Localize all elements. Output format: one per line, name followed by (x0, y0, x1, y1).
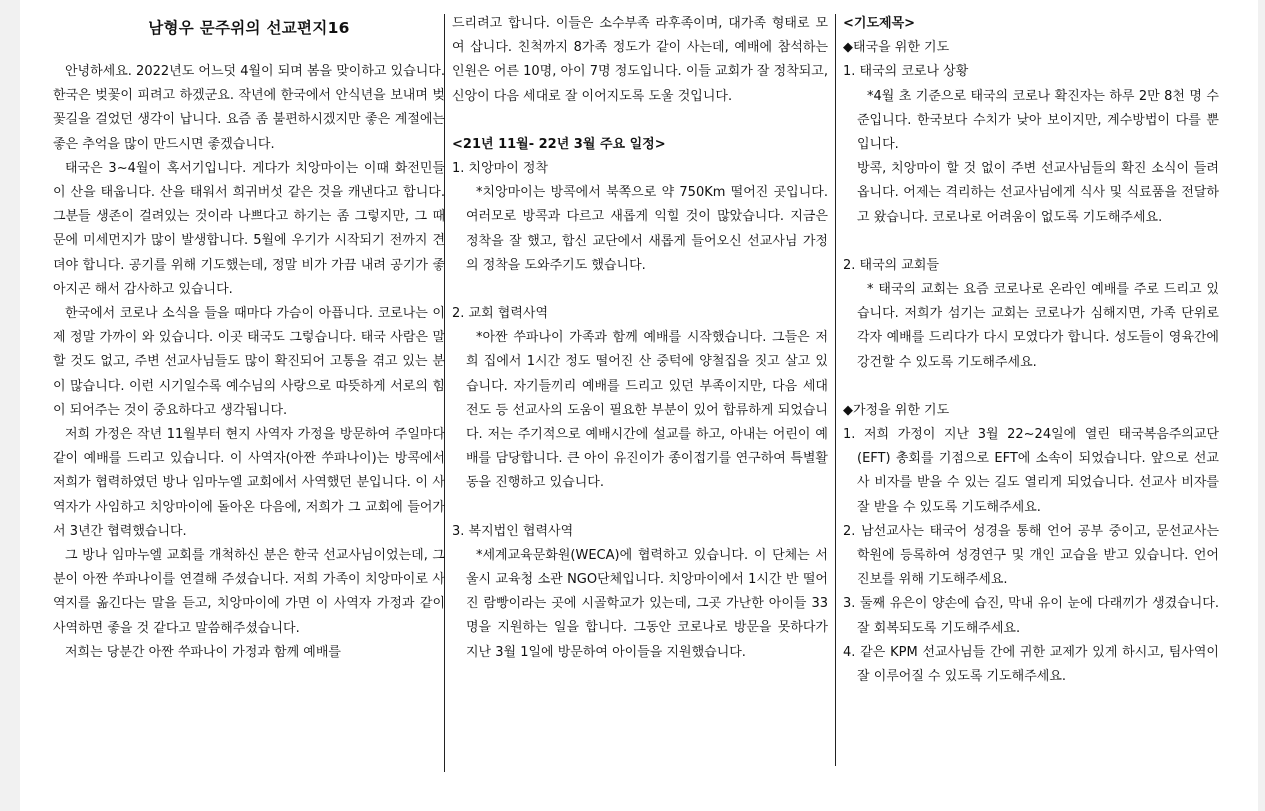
schedule-item-body: *치앙마이는 방콕에서 북쪽으로 약 750Km 떨어진 곳입니다. 여러모로 방콕과 다르고 새롭게 익힐 것이 많았습니다. 지금은 정착을 잘 했고, 합신 교단에서 새롭게 들어오신 선교사님 가정의 정착을 도와주기도 했습니다. (466, 185, 828, 273)
paragraph: 안녕하세요. 2022년도 어느덧 4월이 되며 봄을 맞이하고 있습니다. 한국은 벚꽃이 피려고 하겠군요. 작년에 한국에서 안식년을 보내며 벚꽃길을 걸었던 생각이 납니다. 요즘 좀 불편하시겠지만 좋은 계절에는 좋은 추억을 많이 만드시면 좋겠습니다. (53, 64, 445, 152)
prayer-family-item: 1. 저희 가정이 지난 3월 22~24일에 열린 태국복음주의교단(EFT) 총회를 기점으로 EFT에 소속이 되었습니다. 앞으로 선교사 비자를 받을 수 있는 길도 열리게 되었습니다. 선교사 비자를 잘 받을 수 있도록 기도해주세요. (843, 427, 1219, 515)
prayer-family-item: 4. 같은 KPM 선교사님들 간에 귀한 교제가 있게 하시고, 팀사역이 잘 이루어질 수 있도록 기도해주세요. (843, 644, 1219, 685)
prayer-item-title: 2. 태국의 교회들 (843, 257, 940, 273)
schedule-item-title: 2. 교회 협력사역 (452, 306, 549, 322)
schedule-item-title: 3. 복지법인 협력사역 (452, 523, 574, 539)
prayer-family-item: 3. 둘째 유은이 양손에 습진, 막내 유이 눈에 다래끼가 생겼습니다. 잘 회복되도록 기도해주세요. (843, 596, 1219, 636)
column-divider (835, 14, 836, 766)
column-1 (53, 12, 445, 811)
column-3 (843, 12, 1219, 811)
prayer-family-heading: ◆가정을 위한 기도 (843, 402, 950, 418)
schedule-item-body: *아짠 쑤파나이 가족과 함께 예배를 시작했습니다. 그들은 저희 집에서 1시간 정도 떨어진 산 중턱에 양철집을 짓고 살고 있습니다. 자기들끼리 예배를 드리고 있던 부족이지만, 다음 세대 전도 등 선교사의 도움이 필요한 부분이 있어 합류하게 되었습니다. 저는 주기적으로 예배시간에 설교를 하고, 아내는 어린이 예배를 담당합니다. 큰 아이 유진이가 종이접기를 연구하여 특별활동을 진행하고 있습니다. (466, 330, 828, 491)
prayer-thai-heading: ◆태국을 위한 기도 (843, 40, 950, 56)
paragraph: 드리려고 합니다. 이들은 소수부족 라후족이며, 대가족 형태로 모여 삽니다. 친척까지 8가족 정도가 같이 사는데, 예배에 참석하는 인원은 어른 10명, 아이 7명 정도입니다. 이들 교회가 잘 정착되고, 신앙이 다음 세대로 잘 이어지도록 도울 것입니다. (452, 16, 828, 104)
prayer-item-title: 1. 태국의 코로나 상황 (843, 64, 969, 80)
schedule-item-body: *세계교육문화원(WECA)에 협력하고 있습니다. 이 단체는 서울시 교육청 소관 NGO단체입니다. 치앙마이에서 1시간 반 떨어진 람빵이라는 곳에 시골학교가 있는데, 그곳 가난한 아이들 33명을 지원하는 일을 합니다. 그동안 코로나로 방문을 못하다가 지난 3월 1일에 방문하여 아이들을 지원했습니다. (466, 547, 828, 660)
paragraph: 태국은 3~4월이 혹서기입니다. 게다가 치앙마이는 이때 화전민들이 산을 태웁니다. 산을 태워서 희귀버섯 같은 것을 캐낸다고 합니다. 그분들 생존이 걸려있는 것이라 나쁘다고 하기는 좀 그렇지만, 그 때문에 미세먼지가 많이 발생합니다. 5월에 우기가 시작되기 전까지 견뎌야 합니다. 공기를 위해 기도했는데, 정말 비가 가끔 내려 공기가 좋아지곤 해서 감사하고 있습니다. (53, 160, 445, 297)
column-2 (452, 12, 828, 811)
prayer-item-body: 방콕, 치앙마이 할 것 없이 주변 선교사님들의 확진 소식이 들려옵니다. 어제는 격리하는 선교사님에게 식사 및 식료품을 전달하고 왔습니다. 코로나로 어려움이 없도록 기도해주세요. (857, 161, 1219, 225)
prayer-item-body: *4월 초 기준으로 태국의 코로나 확진자는 하루 2만 8천 명 수준입니다. 한국보다 수치가 낮아 보이지만, 계수방법이 다를 뿐입니다. (857, 88, 1219, 153)
prayer-heading: <기도제목> (843, 16, 916, 31)
letter-page (20, 0, 1258, 811)
prayer-item-body: * 태국의 교회는 요즘 코로나로 온라인 예배를 주로 드리고 있습니다. 저희가 섬기는 교회는 코로나가 심해지면, 가족 단위로 각자 예배를 드리다가 다시 모였다가 합니다. 성도들이 영육간에 강건할 수 있도록 기도해주세요. (857, 282, 1219, 370)
paragraph: 한국에서 코로나 소식을 들을 때마다 가슴이 아픕니다. 코로나는 이제 정말 가까이 와 있습니다. 이곳 태국도 그렇습니다. 태국 사람은 말할 것도 없고, 주변 선교사님들도 많이 확진되어 고통을 겪고 있는 분이 많습니다. 이런 시기일수록 예수님의 사랑으로 따뜻하게 서로의 힘이 되어주는 것이 중요하다고 생각됩니다. (53, 306, 445, 418)
schedule-item-title: 1. 치앙마이 정착 (452, 161, 549, 177)
paragraph: 저희는 당분간 아짠 쑤파나이 가정과 함께 예배를 (65, 644, 341, 660)
page-title: 남형우 문주위의 선교편지16 (148, 19, 350, 37)
prayer-family-item: 2. 남선교사는 태국어 성경을 통해 언어 공부 중이고, 문선교사는 학원에 등록하여 성경연구 및 개인 교습을 받고 있습니다. 언어 진보를 위해 기도해주세요. (843, 523, 1219, 588)
schedule-heading: <21년 11월- 22년 3월 주요 일정> (452, 136, 666, 152)
paragraph: 저희 가정은 작년 11월부터 현지 사역자 가정을 방문하여 주일마다 같이 예배를 드리고 있습니다. 이 사역자(아짠 쑤파나이)는 방콕에서 저희가 협력하였던 방나 임마누엘 교회에서 사역했던 분입니다. 이 사역자가 사임하고 치앙마이에 돌아온 다음에, 저희가 그 교회에 들어가서 3년간 협력했습니다. (53, 427, 445, 539)
paragraph: 그 방나 임마누엘 교회를 개척하신 분은 한국 선교사님이었는데, 그분이 아짠 쑤파나이를 연결해 주셨습니다. 저희 가족이 치앙마이로 사역지를 옮긴다는 말을 듣고, 치앙마이에 가면 이 사역자 가정과 같이 사역하면 좋을 것 같다고 말씀해주셨습니다. (53, 548, 445, 636)
